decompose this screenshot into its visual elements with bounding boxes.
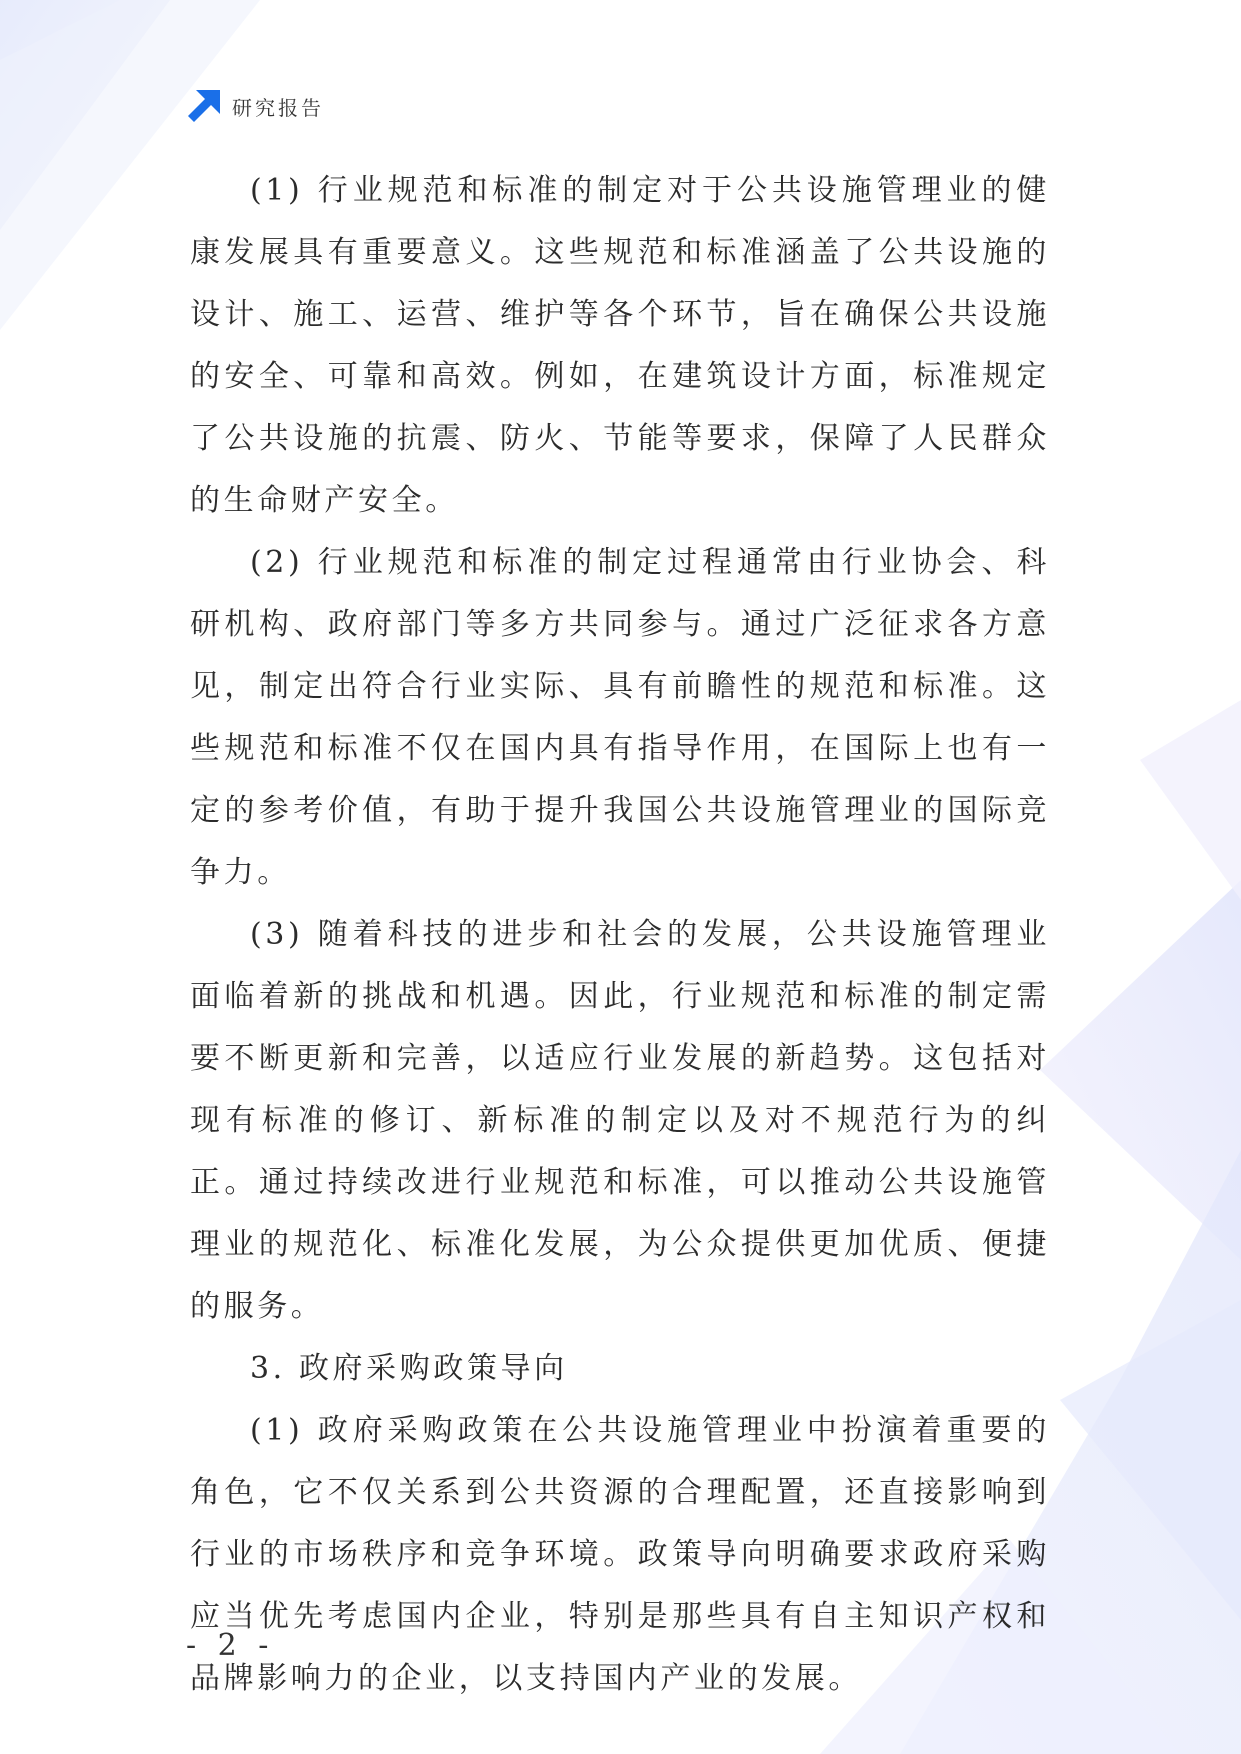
page-header (186, 86, 324, 126)
page-number: - 2 - (186, 1628, 275, 1663)
paragraph: (1) 政府采购政策在公共设施管理业中扮演着重要的角色，它不仅关系到公共资源的合理配置，还直接影响到行业的市场秩序和竞争环境。政策导向明确要求政府采购应当优先考虑国内企业，特别是那些具有自主知识产权和品牌影响力的企业，以支持国内产业的发展。 (190, 1413, 1050, 1696)
section-heading: 3. 政府采购政策导向 (250, 1351, 568, 1386)
header-title: 研究报告 (232, 95, 324, 120)
paragraph: (2) 行业规范和标准的制定过程通常由行业协会、科研机构、政府部门等多方共同参与。通过广泛征求各方意见，制定出符合行业实际、具有前瞻性的规范和标准。这些规范和标准不仅在国内具有指导作用，在国际上也有一定的参考价值，有助于提升我国公共设施管理业的国际竞争力。 (190, 545, 1050, 890)
paragraph: (1) 行业规范和标准的制定对于公共设施管理业的健康发展具有重要意义。这些规范和标准涵盖了公共设施的设计、施工、运营、维护等各个环节，旨在确保公共设施的安全、可靠和高效。例如，在建筑设计方面，标准规定了公共设施的抗震、防火、节能等要求，保障了人民群众的生命财产安全。 (190, 173, 1050, 518)
arrow-up-right-icon (186, 88, 222, 124)
document-body (190, 160, 1050, 1710)
paragraph: (3) 随着科技的进步和社会的发展，公共设施管理业面临着新的挑战和机遇。因此，行业规范和标准的制定需要不断更新和完善，以适应行业发展的新趋势。这包括对现有标准的修订、新标准的制定以及对不规范行为的纠正。通过持续改进行业规范和标准，可以推动公共设施管理业的规范化、标准化发展，为公众提供更加优质、便捷的服务。 (190, 917, 1050, 1324)
